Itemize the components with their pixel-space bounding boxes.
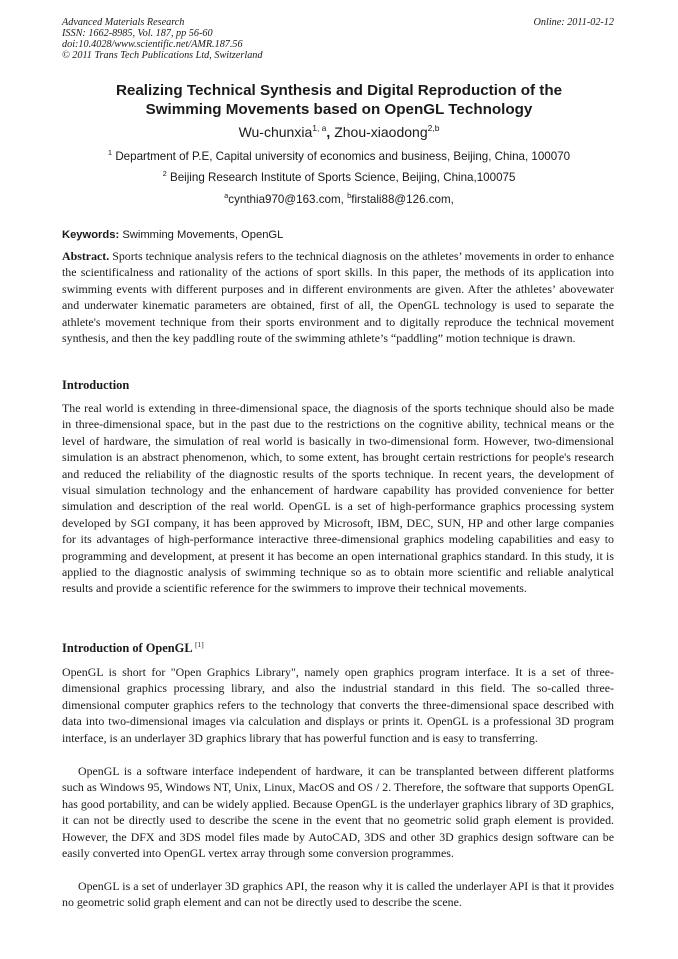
opengl-paragraph-1: OpenGL is short for "Open Graphics Library", namely open graphics program interface. It is a set of three-dimensional graphics processing library, and also the industrial standard in this field. The so-called three-dimensional computer graphics refers to the technology that converts the three-dimensional space described with data into two-dimensional images via calculation and displays or prints it. OpenGL is a professional 3D program interface, is an underlayer 3D graphics library that has powerful function and is easy to transferring. <box>62 665 614 745</box>
opengl-paragraph-2: OpenGL is a software interface independent of hardware, it can be transplanted between different platforms such as Windows 95, Windows NT, Unix, Linux, MacOS and OS / 2. Therefore, the software that supports OpenGL has good portability, and can be widely applied. Because OpenGL is the underlayer graphics library of 3D graphics, it can not be directly used to describe the scene in the event that no geometric solid graph element is provided. However, the DFX and 3DS model files made by AutoCAD, 3DS and other 3D graphics design software can be easily converted into OpenGL vertex array through some conversion programmes. <box>62 764 614 861</box>
author-line: Wu-chunxia$^{1, a}$, Zhou-xiaodong$^{2,b}$ <box>238 123 440 140</box>
email-b: firstali88@126.com, <box>351 193 454 206</box>
online-date: Online: 2011-02-12 <box>533 17 614 28</box>
author-2-sup: 2,b <box>427 123 440 133</box>
abstract-paragraph <box>62 248 614 346</box>
paper-title-line-1: Realizing Technical Synthesis and Digital Reproduction of the <box>115 82 563 99</box>
abstract-text: Sports technique analysis refers to the technical diagnosis on the athletes’ movements in order to enhance the scientificalness and rationality of the actions of sport skills. In this paper, the methods of its application into swimming events with different purposes and in different environments are given. After the athletes’ abovewater and underwater kinematic parameters are obtained, first of all, the OpenGL technology is used to separate the athlete's movement technique from their sports environment and to digitally reproduce the technical movement synthesis, and then the key paddling route of the swimming athlete’s “paddling” motion technique is drawn. <box>62 249 614 346</box>
copyright-line: © 2011 Trans Tech Publications Ltd, Switzerland <box>62 50 263 61</box>
section-heading-introduction: Introduction <box>62 378 130 392</box>
journal-name: Advanced Materials Research <box>62 17 185 28</box>
keywords-line <box>62 229 283 241</box>
email-line: $^a$cynthia970@163.com, $^b$firstali88@126.com, <box>224 191 454 206</box>
affiliation-2: $^2$ Beijing Research Institute of Sports Science, Beijing, China,100075 <box>162 169 516 184</box>
intro-paragraph: The real world is extending in three-dimensional space, the diagnosis of the sports technique should also be made in three-dimensional space, but in the past due to the restrictions on the cognitive ability, technical means or the level of hardware, the simulation of real world is basically in two-dimensional form. However, two-dimensional simulation is an abstract phenomenon, which, to some extent, has brought certain restrictions for people's research and reduced the reliability of the diagnostic results of the sports technique. In recent years, the development of visual simulation technology and the enhancement of hardware capability has provided convenience for better simulation and description of the real world. OpenGL is a set of high-performance graphics processing system developed by SGI company, it has been approved by Microsoft, IBM, DEC, SUN, HP and other large companies for its advantages of high-performance interactive three-dimensional graphics modeling capabilities and easy to programming and development, at present it has become an open international graphics standard. In this study, it is applied to the diagnostic analysis of swimming technique so as to obtain more scientific and reliable analytical results and provide a scientific reference for the swimmers to improve their technical movements. <box>62 401 614 596</box>
section-heading-opengl: Introduction of OpenGL [1] <box>62 640 204 655</box>
opengl-paragraph-3: OpenGL is a set of underlayer 3D graphics API, the reason why it is called the underlayer API is that it provides no geometric solid graph element and can not be directly used to describe the scene. <box>62 879 614 910</box>
abstract-label: Abstract. <box>62 249 110 263</box>
author-1-sup: 1, a <box>312 123 327 133</box>
doi-line: doi:10.4028/www.scientific.net/AMR.187.56 <box>62 39 243 50</box>
issn-line: ISSN: 1662-8985, Vol. 187, pp 56-60 <box>62 28 213 39</box>
paper-title-line-2: Swimming Movements based on OpenGL Technology <box>145 101 533 118</box>
keywords-label: Keywords: <box>62 229 120 241</box>
affiliation-1: $^1$ Department of P.E, Capital university of economics and business, Beijing, China, 100070 <box>107 148 571 163</box>
citation-ref: [1] <box>195 640 204 649</box>
keywords-text: Swimming Movements, OpenGL <box>122 229 284 241</box>
author-1: Wu-chunxia <box>238 124 313 140</box>
author-2: Zhou-xiaodong <box>334 124 428 140</box>
email-a: cynthia970@163.com, <box>228 193 344 206</box>
